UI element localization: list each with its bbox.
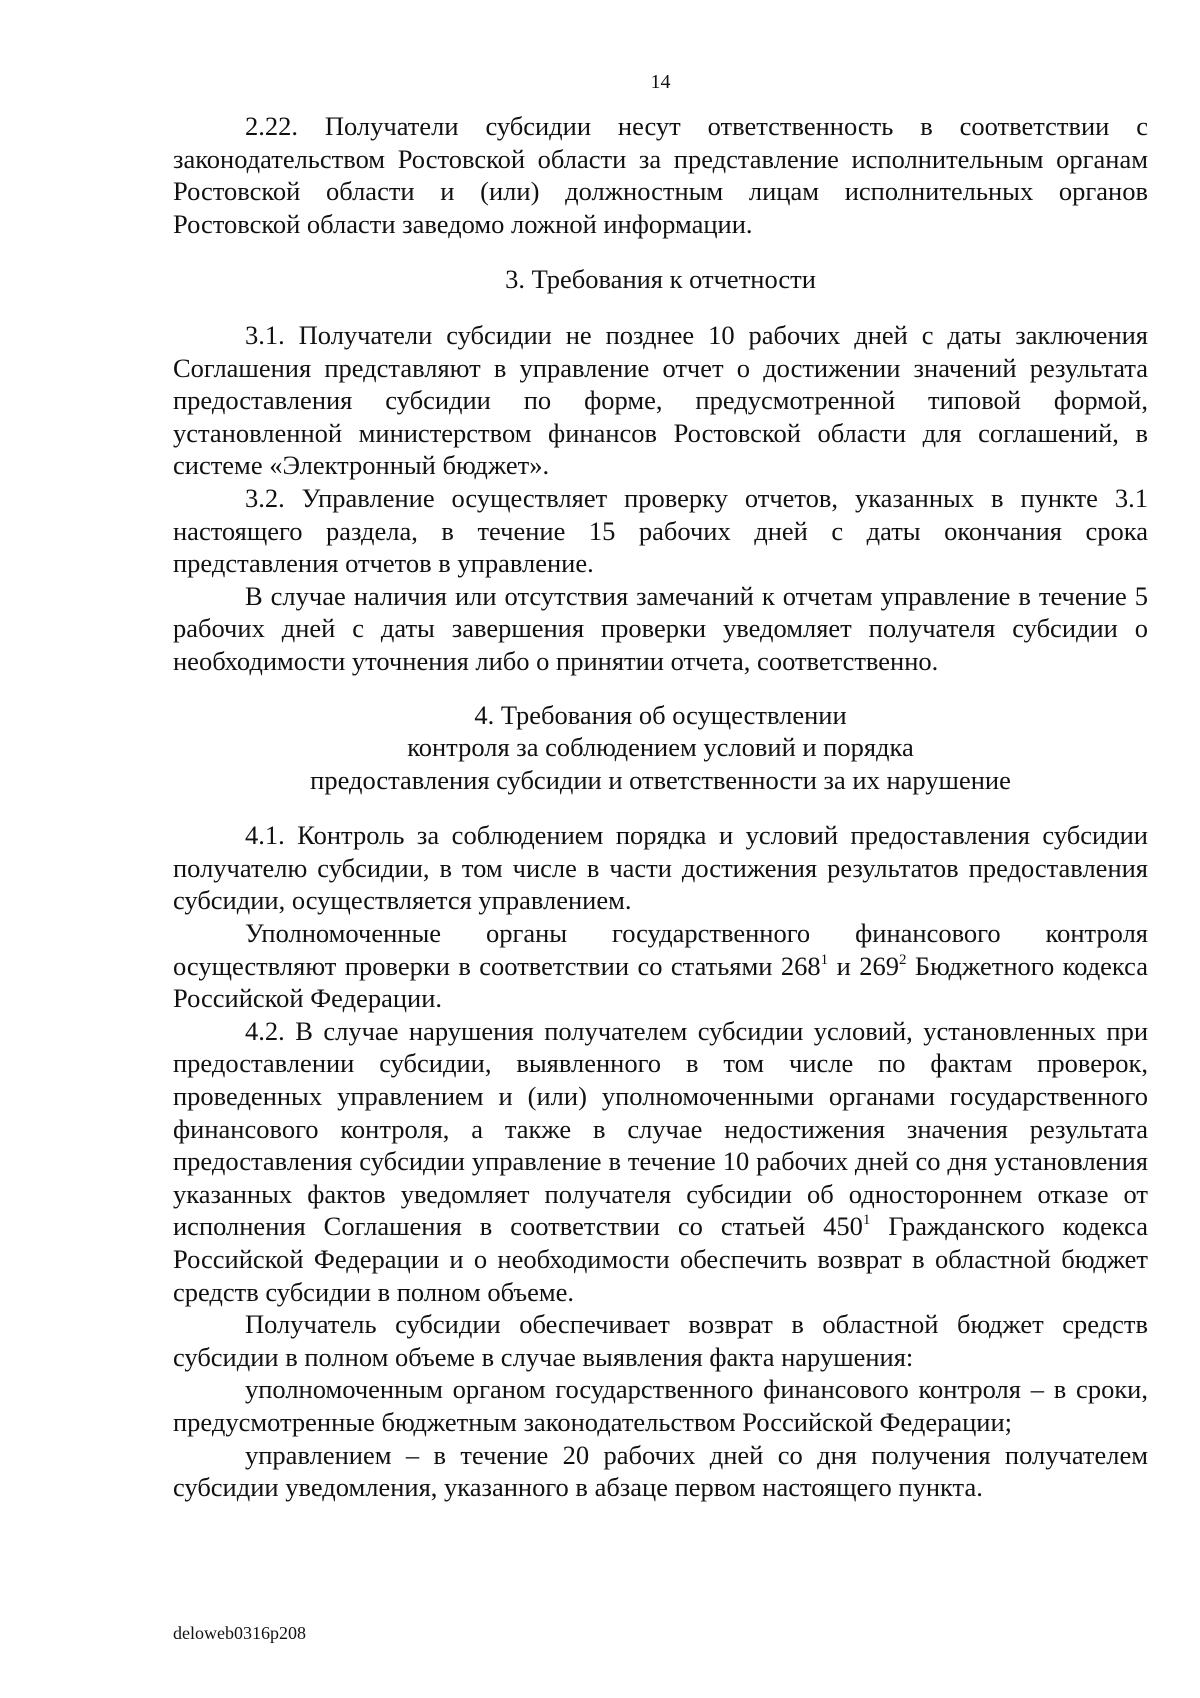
superscript-269: 2	[898, 951, 907, 968]
section-4-title-line-3: предоставления субсидии и ответственности за их нарушение	[310, 764, 1011, 795]
paragraph-4-2-third: уполномоченным органом государственного финансового контроля – в сроки, предусмотренные бюджетным законодательством Российской Федерации;	[173, 1374, 1148, 1437]
paragraph-3-1: 3.1. Получатели субсидии не позднее 10 рабочих дней с даты заключения Соглашения представляют в управление отчет о достижении значений результата предоставления субсидии по форме, предусмотренной типовой формой, установленной министерством финансов Ростовской области для соглашений, в системе «Электронный бюджет».	[173, 319, 1148, 481]
paragraph-4-1-second-text-b: и 269	[828, 950, 899, 981]
paragraph-4-1-second-text-c: Бюджетного кодекса Российской Федерации.	[173, 950, 1148, 1014]
superscript-450: 1	[862, 1212, 871, 1229]
paragraph-4-1: 4.1. Контроль за соблюдением порядка и условий предоставления субсидии получателю субсидии, в том числе в части достижения результатов предоставления субсидии, осуществляется управлением.	[173, 820, 1148, 916]
paragraph-4-1-second	[173, 917, 1148, 1015]
superscript-268: 1	[820, 951, 829, 968]
section-4-title	[173, 699, 1148, 797]
section-4-title-line-2: контроля за соблюдением условий и порядка	[407, 732, 914, 763]
section-4-title-line-1: 4. Требования об осуществлении	[474, 699, 847, 730]
document-code: deloweb0316p208	[173, 1623, 306, 1643]
paragraph-4-1-second-text-a: Уполномоченные органы государственного финансового контроля осуществляют проверки в соответствии со статьями 268	[173, 918, 1148, 981]
paragraph-4-2-fourth: управлением – в течение 20 рабочих дней со дня получения получателем субсидии уведомления, указанного в абзаце первом настоящего пункта.	[173, 1439, 1148, 1503]
paragraph-4-2-second: Получатель субсидии обеспечивает возврат в областной бюджет средств субсидии в полном объеме в случае выявления факта нарушения:	[173, 1309, 1148, 1372]
section-3-title: 3. Требования к отчетности	[505, 264, 816, 295]
paragraph-4-2	[173, 1015, 1148, 1308]
paragraph-4-2-text-b: Гражданского кодекса Российской Федерации и о необходимости обеспечить возврат в областной бюджет средств субсидии в полном объеме.	[173, 1211, 1148, 1307]
paragraph-2-22: 2.22. Получатели субсидии несут ответственность в соответствии с законодательством Ростовской области за представление исполнительным органам Ростовской области и (или) должностным лицам исполнительных органов Ростовской области заведомо ложной информации.	[173, 111, 1148, 239]
paragraph-4-2-text-a: 4.2. В случае нарушения получателем субсидии условий, установленных при предоставлении субсидии, выявленного в том числе по фактам проверок, проведенных управлением и (или) уполномоченными органами государственного финансового контроля, а также в случае недостижения значения результата предоставления субсидии управление в течение 10 рабочих дней со дня установления указанных фактов уведомляет получателя субсидии об одностороннем отказе от исполнения Соглашения в соответствии со статьей 450	[173, 1015, 1148, 1242]
paragraph-3-2: 3.2. Управление осуществляет проверку отчетов, указанных в пункте 3.1 настоящего раздела, в течение 15 рабочих дней с даты окончания срока представления отчетов в управление.	[173, 482, 1148, 579]
page-number: 14	[650, 71, 671, 93]
paragraph-3-2-second: В случае наличия или отсутствия замечаний к отчетам управление в течение 5 рабочих дней с даты завершения проверки уведомляет получателя субсидии о необходимости уточнения либо о принятии отчета, соответственно.	[173, 580, 1148, 676]
